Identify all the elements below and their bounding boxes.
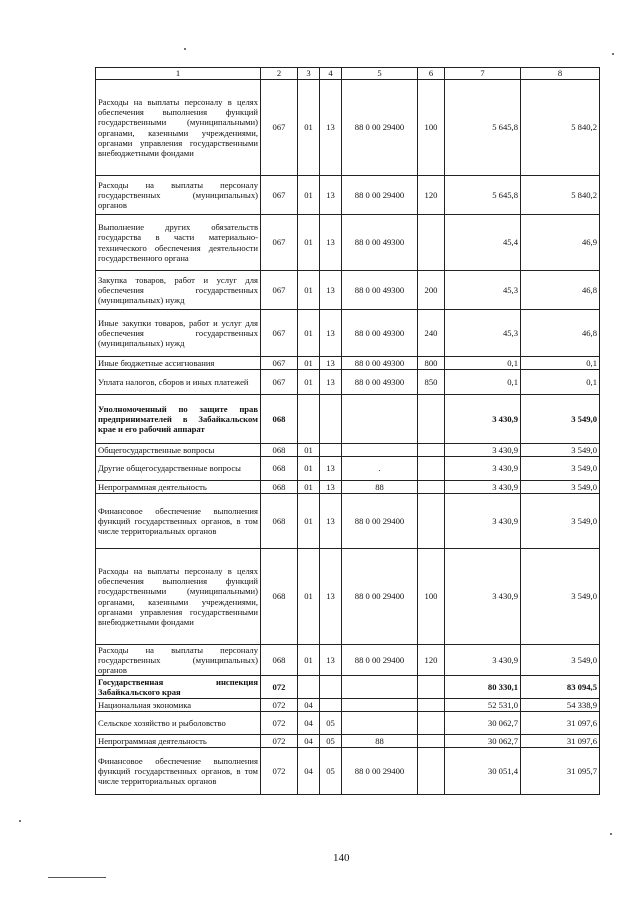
cell-vr — [418, 735, 445, 748]
cell-rz — [298, 676, 320, 699]
cell-name: Финансовое обеспечение выполнения функций государственных органов, в том числе территориальных органов — [96, 748, 261, 795]
cell-rz: 04 — [298, 735, 320, 748]
cell-csr — [342, 395, 418, 444]
cell-code: 072 — [261, 712, 298, 735]
cell-rz: 01 — [298, 481, 320, 494]
cell-vr: 850 — [418, 370, 445, 395]
cell-name: Непрограммная деятельность — [96, 481, 261, 494]
cell-csr: 88 0 00 29400 — [342, 748, 418, 795]
table-row — [96, 748, 600, 795]
cell-rz: 01 — [298, 457, 320, 481]
cell-rz: 01 — [298, 310, 320, 357]
cell-v2: 3 549,0 — [521, 481, 600, 494]
table-row — [96, 444, 600, 457]
cell-name: Государственная инспекция Забайкальского края — [96, 676, 261, 699]
cell-v2: 0,1 — [521, 357, 600, 370]
cell-code: 067 — [261, 310, 298, 357]
cell-rz: 01 — [298, 370, 320, 395]
cell-pr: 05 — [320, 712, 342, 735]
cell-pr: 13 — [320, 80, 342, 176]
cell-pr: 13 — [320, 481, 342, 494]
table-row — [96, 712, 600, 735]
col-header: 4 — [320, 68, 342, 80]
cell-vr: 240 — [418, 310, 445, 357]
cell-name: Иные закупки товаров, работ и услуг для обеспечения государственных (муниципальных) нужд — [96, 310, 261, 357]
cell-rz: 01 — [298, 549, 320, 645]
table-row — [96, 395, 600, 444]
table-row — [96, 549, 600, 645]
cell-name: Закупка товаров, работ и услуг для обеспечения государственных (муниципальных) нужд — [96, 271, 261, 310]
cell-v1: 3 430,9 — [445, 549, 521, 645]
cell-v2: 46,8 — [521, 271, 600, 310]
cell-pr: 13 — [320, 457, 342, 481]
footnote-rule — [48, 877, 106, 878]
cell-code: 067 — [261, 271, 298, 310]
cell-code: 072 — [261, 699, 298, 712]
cell-csr — [342, 444, 418, 457]
cell-pr — [320, 676, 342, 699]
cell-v2: 3 549,0 — [521, 549, 600, 645]
cell-code: 068 — [261, 395, 298, 444]
cell-vr: 100 — [418, 80, 445, 176]
cell-v2: 3 549,0 — [521, 494, 600, 549]
cell-pr — [320, 444, 342, 457]
cell-v2: 3 549,0 — [521, 444, 600, 457]
cell-v2: 46,9 — [521, 215, 600, 271]
cell-vr: 120 — [418, 645, 445, 676]
cell-code: 067 — [261, 80, 298, 176]
cell-csr — [342, 676, 418, 699]
cell-csr: 88 0 00 49300 — [342, 357, 418, 370]
cell-pr: 13 — [320, 494, 342, 549]
scan-speck — [19, 820, 21, 822]
cell-pr: 13 — [320, 549, 342, 645]
cell-vr — [418, 748, 445, 795]
scan-speck — [610, 833, 612, 835]
cell-name: Расходы на выплаты персоналу в целях обеспечения выполнения функций государственными (муниципальными) органами, казенными учреждениями, органами управления государственными внебюджетными фондами — [96, 80, 261, 176]
cell-code: 068 — [261, 457, 298, 481]
cell-v2: 3 549,0 — [521, 645, 600, 676]
cell-csr: 88 0 00 29400 — [342, 645, 418, 676]
table-row — [96, 215, 600, 271]
table-row — [96, 645, 600, 676]
cell-code: 067 — [261, 215, 298, 271]
cell-vr: 100 — [418, 549, 445, 645]
cell-vr — [418, 395, 445, 444]
cell-vr: 200 — [418, 271, 445, 310]
cell-v1: 3 430,9 — [445, 481, 521, 494]
cell-name: Расходы на выплаты персоналу в целях обеспечения выполнения функций государственными (муниципальными) органами, казенными учреждениями, органами управления государственными внебюджетными фондами — [96, 549, 261, 645]
cell-code: 068 — [261, 645, 298, 676]
cell-rz: 01 — [298, 80, 320, 176]
cell-v1: 3 430,9 — [445, 494, 521, 549]
cell-vr — [418, 215, 445, 271]
table-row — [96, 699, 600, 712]
cell-name: Общегосударственные вопросы — [96, 444, 261, 457]
page-number: 140 — [333, 852, 350, 864]
cell-pr: 05 — [320, 735, 342, 748]
cell-pr: 13 — [320, 645, 342, 676]
cell-name: Иные бюджетные ассигнования — [96, 357, 261, 370]
cell-name: Уполномоченный по защите прав предпринимателей в Забайкальском крае и его рабочий аппарат — [96, 395, 261, 444]
cell-code: 067 — [261, 357, 298, 370]
cell-pr: 13 — [320, 310, 342, 357]
cell-vr — [418, 444, 445, 457]
table-row — [96, 457, 600, 481]
cell-vr — [418, 481, 445, 494]
cell-csr: 88 — [342, 481, 418, 494]
cell-v1: 3 430,9 — [445, 645, 521, 676]
cell-name: Расходы на выплаты персоналу государственных (муниципальных) органов — [96, 176, 261, 215]
cell-code: 068 — [261, 481, 298, 494]
cell-vr — [418, 676, 445, 699]
cell-v2: 54 338,9 — [521, 699, 600, 712]
cell-name: Финансовое обеспечение выполнения функций государственных органов, в том числе территориальных органов — [96, 494, 261, 549]
cell-csr — [342, 712, 418, 735]
cell-code: 068 — [261, 494, 298, 549]
cell-pr — [320, 395, 342, 444]
cell-v2: 3 549,0 — [521, 457, 600, 481]
table-row — [96, 357, 600, 370]
cell-v1: 80 330,1 — [445, 676, 521, 699]
cell-pr: 13 — [320, 271, 342, 310]
cell-name: Непрограммная деятельность — [96, 735, 261, 748]
budget-table — [95, 67, 600, 795]
cell-v1: 5 645,8 — [445, 80, 521, 176]
cell-vr — [418, 494, 445, 549]
cell-csr: 88 — [342, 735, 418, 748]
cell-vr — [418, 457, 445, 481]
cell-rz: 01 — [298, 645, 320, 676]
cell-rz: 01 — [298, 444, 320, 457]
cell-name: Расходы на выплаты персоналу государственных (муниципальных) органов — [96, 645, 261, 676]
cell-csr: 88 0 00 29400 — [342, 176, 418, 215]
cell-pr: 13 — [320, 357, 342, 370]
cell-rz: 04 — [298, 748, 320, 795]
cell-csr: 88 0 00 29400 — [342, 494, 418, 549]
cell-code: 072 — [261, 748, 298, 795]
cell-v1: 3 430,9 — [445, 395, 521, 444]
cell-rz: 01 — [298, 271, 320, 310]
cell-pr: 05 — [320, 748, 342, 795]
table-row — [96, 494, 600, 549]
cell-pr: 13 — [320, 176, 342, 215]
cell-csr: . — [342, 457, 418, 481]
cell-v2: 31 097,6 — [521, 735, 600, 748]
cell-code: 067 — [261, 176, 298, 215]
col-header: 1 — [96, 68, 261, 80]
cell-v1: 3 430,9 — [445, 457, 521, 481]
cell-name: Сельское хозяйство и рыболовство — [96, 712, 261, 735]
cell-csr — [342, 699, 418, 712]
cell-v1: 30 062,7 — [445, 735, 521, 748]
cell-vr — [418, 699, 445, 712]
cell-v2: 83 094,5 — [521, 676, 600, 699]
cell-v1: 5 645,8 — [445, 176, 521, 215]
cell-code: 072 — [261, 735, 298, 748]
col-header: 8 — [521, 68, 600, 80]
col-header: 3 — [298, 68, 320, 80]
table-row — [96, 176, 600, 215]
cell-v2: 46,8 — [521, 310, 600, 357]
cell-v2: 0,1 — [521, 370, 600, 395]
col-header: 6 — [418, 68, 445, 80]
cell-code: 072 — [261, 676, 298, 699]
table-row — [96, 271, 600, 310]
scan-speck — [612, 53, 614, 55]
cell-v2: 5 840,2 — [521, 80, 600, 176]
cell-v1: 30 051,4 — [445, 748, 521, 795]
table-row — [96, 676, 600, 699]
cell-rz: 01 — [298, 176, 320, 215]
cell-code: 068 — [261, 444, 298, 457]
scan-speck — [184, 48, 186, 50]
cell-code: 068 — [261, 549, 298, 645]
cell-rz: 04 — [298, 712, 320, 735]
cell-v1: 30 062,7 — [445, 712, 521, 735]
cell-pr: 13 — [320, 370, 342, 395]
cell-v1: 0,1 — [445, 370, 521, 395]
table-row — [96, 481, 600, 494]
cell-csr: 88 0 00 49300 — [342, 310, 418, 357]
cell-rz: 01 — [298, 357, 320, 370]
cell-csr: 88 0 00 29400 — [342, 80, 418, 176]
cell-name: Выполнение других обязательств государства в части материально-технического обеспечения деятельности государственного органа — [96, 215, 261, 271]
cell-v1: 52 531,0 — [445, 699, 521, 712]
table-row — [96, 370, 600, 395]
cell-pr — [320, 699, 342, 712]
header-row — [96, 68, 600, 80]
col-header: 5 — [342, 68, 418, 80]
cell-v2: 3 549,0 — [521, 395, 600, 444]
cell-vr — [418, 712, 445, 735]
cell-v2: 31 097,6 — [521, 712, 600, 735]
cell-csr: 88 0 00 49300 — [342, 370, 418, 395]
cell-csr: 88 0 00 49300 — [342, 271, 418, 310]
cell-rz: 04 — [298, 699, 320, 712]
col-header: 2 — [261, 68, 298, 80]
cell-csr: 88 0 00 29400 — [342, 549, 418, 645]
table-row — [96, 310, 600, 357]
cell-name: Национальная экономика — [96, 699, 261, 712]
table-row — [96, 80, 600, 176]
cell-name: Уплата налогов, сборов и иных платежей — [96, 370, 261, 395]
cell-rz: 01 — [298, 494, 320, 549]
cell-pr: 13 — [320, 215, 342, 271]
col-header: 7 — [445, 68, 521, 80]
table-body — [96, 68, 600, 795]
cell-v1: 0,1 — [445, 357, 521, 370]
cell-v2: 5 840,2 — [521, 176, 600, 215]
cell-rz — [298, 395, 320, 444]
cell-v1: 45,3 — [445, 271, 521, 310]
cell-vr: 800 — [418, 357, 445, 370]
cell-v1: 45,4 — [445, 215, 521, 271]
cell-csr: 88 0 00 49300 — [342, 215, 418, 271]
cell-code: 067 — [261, 370, 298, 395]
cell-v1: 45,3 — [445, 310, 521, 357]
cell-rz: 01 — [298, 215, 320, 271]
cell-v2: 31 095,7 — [521, 748, 600, 795]
cell-vr: 120 — [418, 176, 445, 215]
table-row — [96, 735, 600, 748]
cell-v1: 3 430,9 — [445, 444, 521, 457]
cell-name: Другие общегосударственные вопросы — [96, 457, 261, 481]
